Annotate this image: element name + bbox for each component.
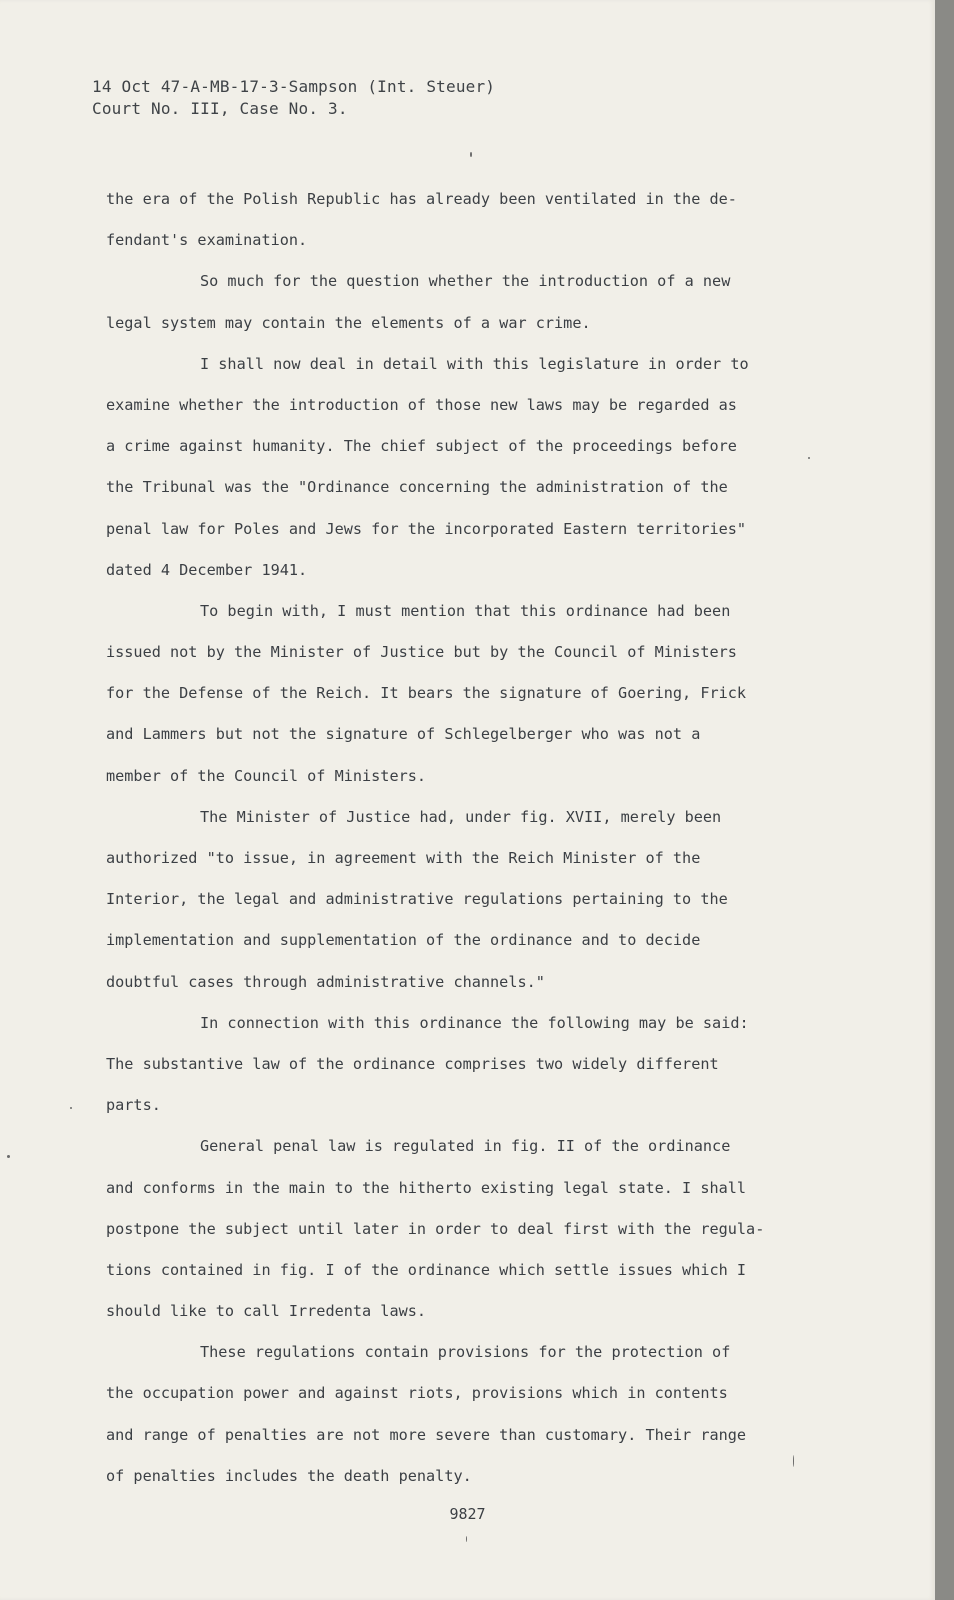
text-line: member of the Council of Ministers. <box>106 766 427 785</box>
document-body <box>106 179 806 1497</box>
text-line: So much for the question whether the introduction of a new <box>200 272 731 291</box>
paper-speck <box>470 152 472 157</box>
paper-speck <box>793 1455 794 1467</box>
text-line: and Lammers but not the signature of Schlegelberger who was not a <box>106 725 701 744</box>
text-line: To begin with, I must mention that this ordinance had been <box>200 601 731 620</box>
paper-speck <box>70 1107 72 1109</box>
text-line: and conforms in the main to the hitherto existing legal state. I shall <box>106 1178 747 1197</box>
text-line: The substantive law of the ordinance comprises two widely different <box>106 1054 719 1073</box>
text-line: issued not by the Minister of Justice but by the Council of Ministers <box>106 643 737 662</box>
text-line: postpone the subject until later in order to deal first with the regula- <box>106 1219 765 1238</box>
header-line-2: Court No. III, Case No. 3. <box>92 99 348 118</box>
text-line: authorized "to issue, in agreement with the Reich Minister of the <box>106 849 701 867</box>
paper-speck <box>466 1536 467 1542</box>
text-line: legal system may contain the elements of a war crime. <box>106 313 591 332</box>
text-line: I shall now deal in detail with this legislature in order to <box>200 354 749 373</box>
text-line: General penal law is regulated in fig. II of the ordinance <box>200 1137 731 1156</box>
text-line: should like to call Irredenta laws. <box>106 1302 427 1321</box>
text-line: In connection with this ordinance the following may be said: <box>200 1013 749 1032</box>
text-line: fendant's examination. <box>106 231 308 250</box>
text-line: of penalties includes the death penalty. <box>106 1466 472 1485</box>
text-line: tions contained in fig. I of the ordinance which settle issues which I <box>106 1260 747 1279</box>
paper-speck <box>808 457 810 459</box>
text-line: the era of the Polish Republic has already been ventilated in the de- <box>106 190 737 208</box>
text-line: The Minister of Justice had, under fig. XVII, merely been <box>200 807 722 826</box>
text-line: These regulations contain provisions for the protection of <box>200 1343 731 1362</box>
text-line: the Tribunal was the "Ordinance concerning the administration of the <box>106 478 728 497</box>
text-line: and range of penalties are not more severe than customary. Their range <box>106 1425 747 1444</box>
text-line: dated 4 December 1941. <box>106 560 308 579</box>
page-number: 9827 <box>449 1505 486 1523</box>
text-line: Interior, the legal and administrative regulations pertaining to the <box>106 890 728 909</box>
scan-edge <box>935 0 954 1600</box>
text-line: implementation and supplementation of the ordinance and to decide <box>106 931 701 950</box>
text-line: for the Defense of the Reich. It bears the signature of Goering, Frick <box>106 684 747 703</box>
text-line: a crime against humanity. The chief subject of the proceedings before <box>106 437 737 456</box>
document-header <box>92 76 495 120</box>
text-line: the occupation power and against riots, provisions which in contents <box>106 1384 728 1403</box>
paper-speck <box>7 1155 10 1158</box>
text-line: examine whether the introduction of those new laws may be regarded as <box>106 395 737 414</box>
text-line: doubtful cases through administrative channels." <box>106 972 545 991</box>
text-line: penal law for Poles and Jews for the incorporated Eastern territories" <box>106 519 747 538</box>
text-line: parts. <box>106 1096 161 1115</box>
header-line-1: 14 Oct 47-A-MB-17-3-Sampson (Int. Steuer) <box>92 77 496 96</box>
